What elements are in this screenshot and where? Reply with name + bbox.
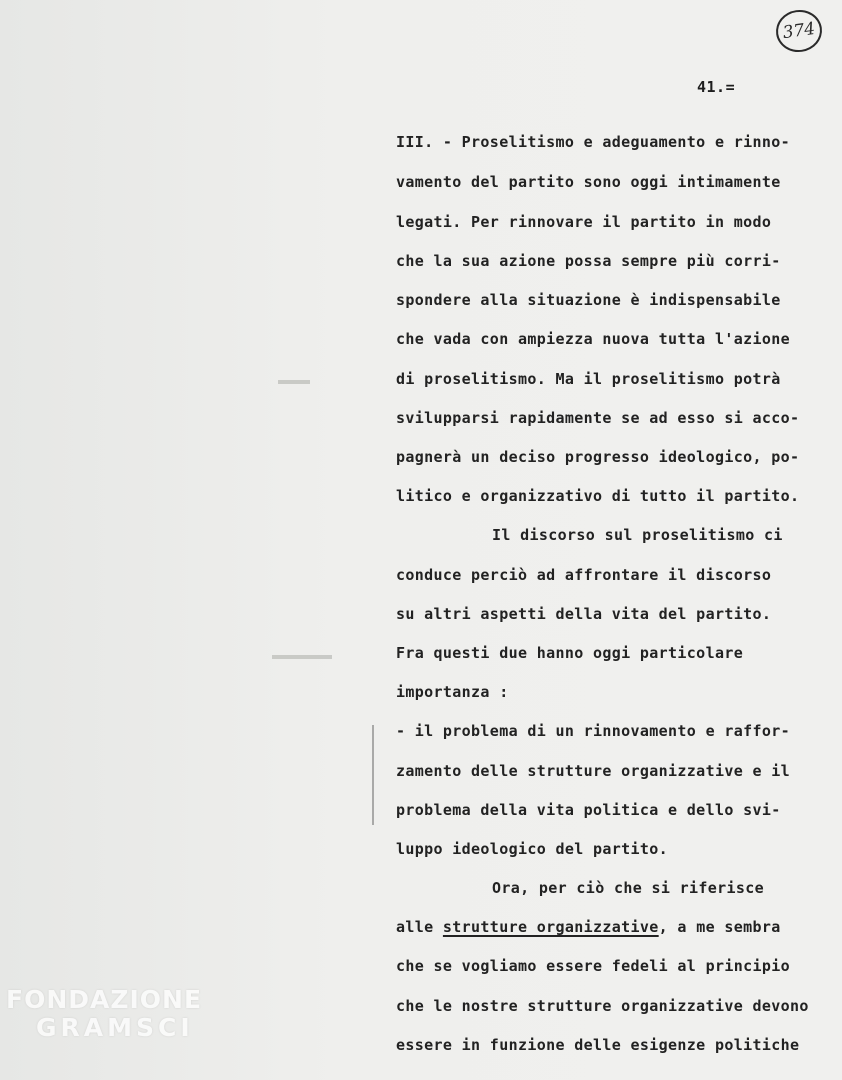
text-line: importanza : [396, 683, 509, 701]
text-line: che le nostre strutture organizzative devono [396, 997, 809, 1015]
text-segment: , a me sembra [658, 918, 781, 936]
margin-mark [278, 380, 310, 384]
text-line: che la sua azione possa sempre più corri- [396, 252, 781, 270]
archive-number-stamp: 374 [773, 7, 824, 55]
text-line [396, 917, 781, 937]
text-line: zamento delle strutture organizzative e il [396, 762, 790, 780]
text-line: vamento del partito sono oggi intimamente [396, 173, 781, 191]
text-segment: alle [396, 918, 443, 936]
text-line: luppo ideologico del partito. [396, 840, 669, 858]
text-line: che se vogliamo essere fedeli al principio [396, 957, 790, 975]
watermark-line: GRAMSCI [36, 1013, 194, 1042]
text-line: su altri aspetti della vita del partito. [396, 605, 772, 623]
margin-stroke [372, 725, 374, 825]
text-line: conduce perciò ad affrontare il discorso [396, 566, 772, 584]
underlined-phrase: strutture organizzative [442, 918, 659, 936]
text-line: pagnerà un deciso progresso ideologico, po- [396, 448, 800, 466]
text-line: Fra questi due hanno oggi particolare [396, 644, 744, 662]
text-line: litico e organizzativo di tutto il partito. [396, 487, 800, 505]
watermark-logo [6, 986, 216, 1042]
text-line: essere in funzione delle esigenze politiche [396, 1036, 800, 1054]
text-line: III. - Proselitismo e adeguamento e rinno- [396, 133, 790, 151]
page-number: 41.= [697, 78, 736, 96]
text-line: di proselitismo. Ma il proselitismo potrà [396, 370, 781, 388]
text-line: Il discorso sul proselitismo ci [492, 526, 783, 544]
text-line: problema della vita politica e dello svi- [396, 801, 781, 819]
text-line: Ora, per ciò che si riferisce [492, 879, 765, 897]
text-line: - il problema di un rinnovamento e raffor- [396, 722, 790, 740]
margin-mark [272, 655, 332, 659]
text-line: spondere alla situazione è indispensabile [396, 291, 781, 309]
text-line: svilupparsi rapidamente se ad esso si acco- [396, 409, 800, 427]
text-line: che vada con ampiezza nuova tutta l'azione [396, 330, 790, 348]
watermark-line: FONDAZIONE [6, 985, 203, 1014]
text-line: legati. Per rinnovare il partito in modo [396, 213, 772, 231]
